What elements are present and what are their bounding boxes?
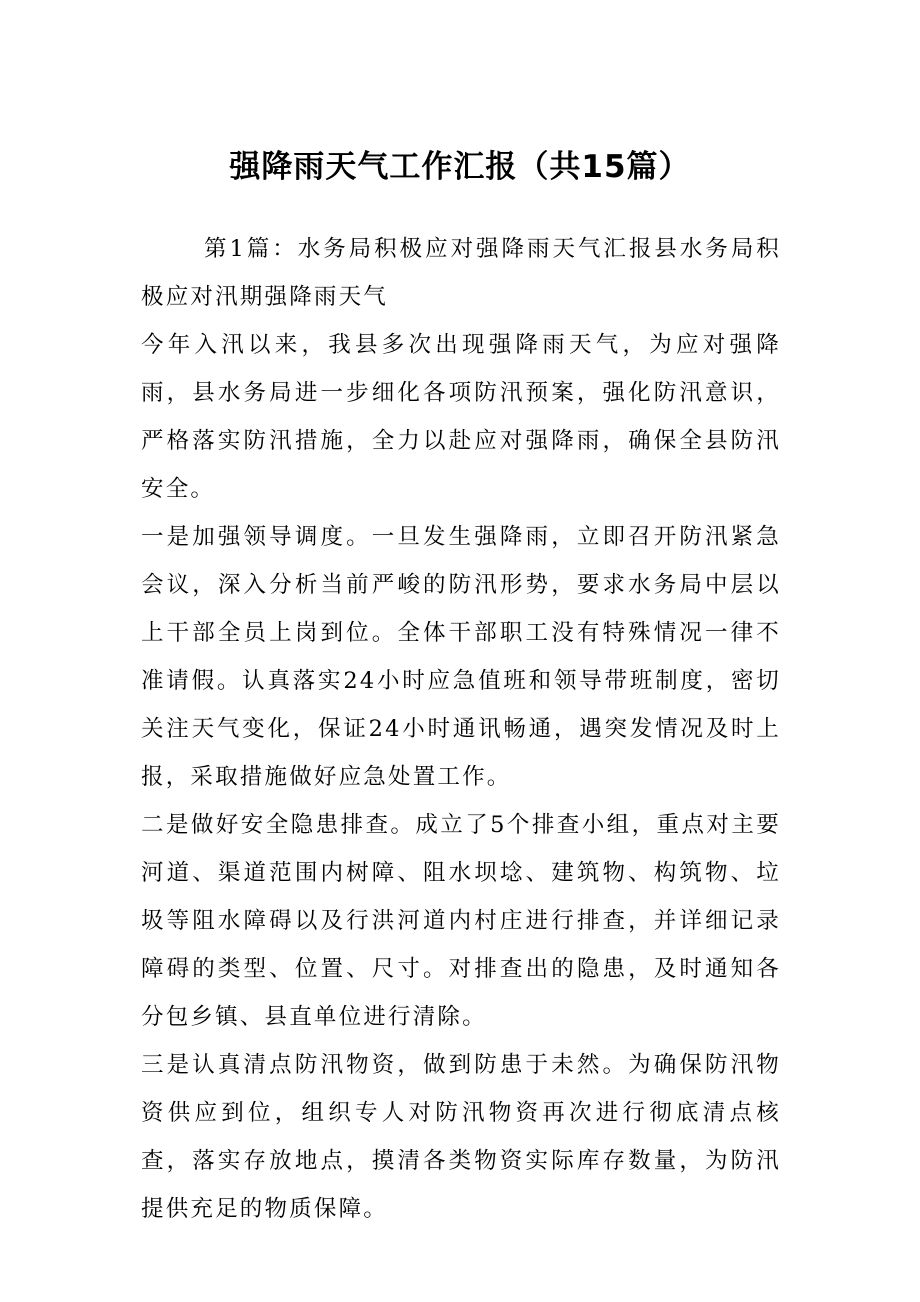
paragraph-supplies-check: 三是认真清点防汛物资，做到防患于未然。为确保防汛物资供应到位，组织专人对防汛物资再次进行彻底清点核查，落实存放地点，摸清各类物资实际库存数量，为防汛提供充足的物质保障。	[141, 1052, 781, 1222]
paragraph-leadership-dispatch: 一是加强领导调度。一旦发生强降雨，立即召开防汛紧急会议，深入分析当前严峻的防汛形势，要求水务局中层以上干部全员上岗到位。全体干部职工没有特殊情况一律不准请假。认真落实24小时应急值班和领导带班制度，密切关注天气变化，保证24小时通讯畅通，遇突发情况及时上报，采取措施做好应急处置工作。	[141, 524, 781, 790]
document-title: 强降雨天气工作汇报（共15篇）	[229, 149, 691, 185]
paragraph-hazard-inspection: 二是做好安全隐患排查。成立了5个排查小组，重点对主要河道、渠道范围内树障、阻水坝埝、建筑物、构筑物、垃圾等阻水障碍以及行洪河道内村庄进行排查，并详细记录障碍的类型、位置、尺寸。对排查出的隐患，及时通知各分包乡镇、县直单位进行清除。	[141, 812, 781, 1030]
document-body	[141, 225, 781, 1233]
paragraph-heading-article-1: 第1篇：水务局积极应对强降雨天气汇报县水务局积极应对汛期强降雨天气	[141, 236, 781, 310]
paragraph-intro: 今年入汛以来，我县多次出现强降雨天气，为应对强降雨，县水务局进一步细化各项防汛预案，强化防汛意识，严格落实防汛措施，全力以赴应对强降雨，确保全县防汛安全。	[141, 332, 781, 502]
